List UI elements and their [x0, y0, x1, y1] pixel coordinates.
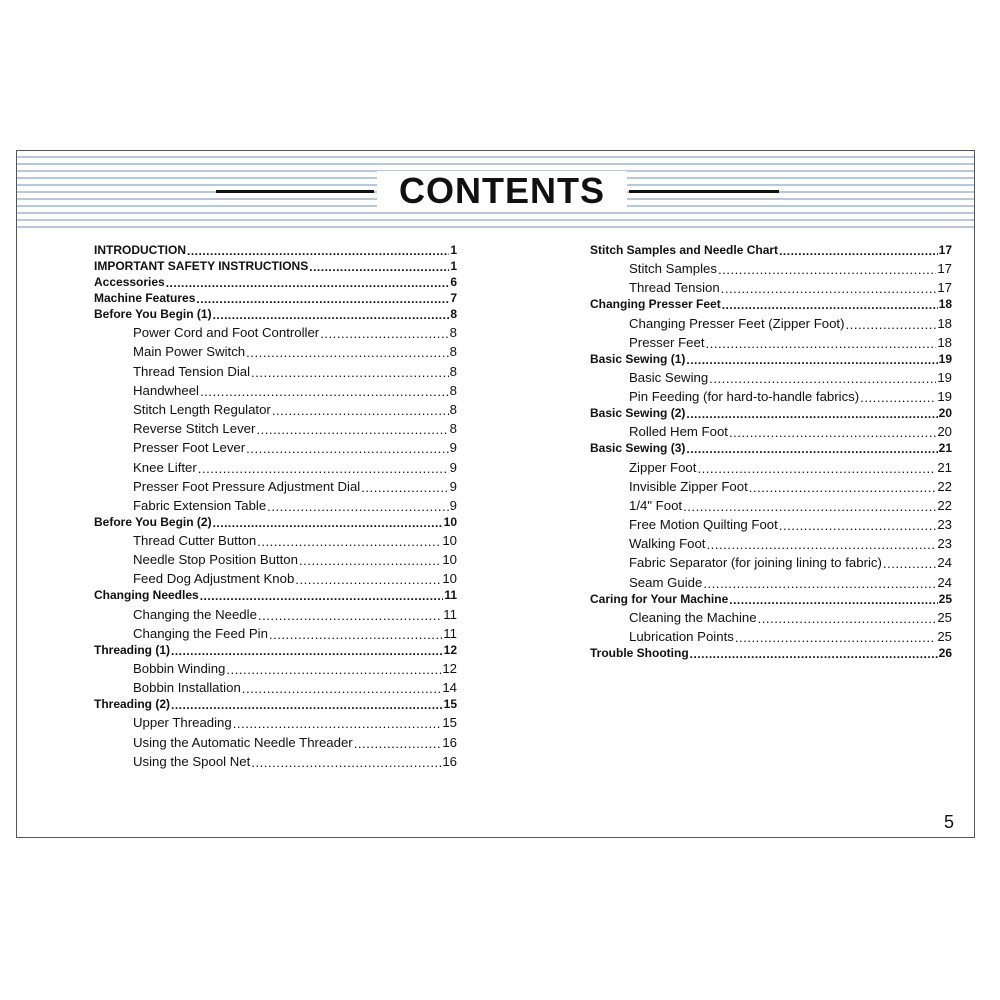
- toc-entry-page: 19: [937, 369, 952, 385]
- toc-dot-leader: [697, 461, 936, 474]
- toc-entry-page: 17: [938, 243, 952, 257]
- toc-entry-label: Thread Tension: [629, 280, 720, 296]
- toc-subentry: [94, 379, 457, 398]
- toc-subentry: [94, 359, 457, 378]
- toc-entry-label: Fabric Separator (for joining lining to fabric): [629, 555, 882, 571]
- toc-entry-page: 9: [449, 459, 457, 475]
- toc-entry-label: IMPORTANT SAFETY INSTRUCTIONS: [94, 259, 309, 273]
- toc-section-entry: [94, 695, 457, 711]
- toc-entry-page: 8: [449, 401, 457, 417]
- toc-entry-label: Stitch Samples: [629, 261, 717, 277]
- toc-entry-page: 10: [443, 514, 457, 529]
- toc-subentry: [590, 311, 952, 330]
- toc-entry-page: 8: [449, 344, 457, 360]
- toc-section-entry: [94, 273, 457, 289]
- toc-dot-leader: [722, 299, 938, 311]
- toc-entry-page: 8: [449, 382, 457, 398]
- toc-entry-label: Changing the Feed Pin: [133, 625, 268, 641]
- toc-entry-page: 12: [442, 661, 457, 676]
- toc-entry-label: 1/4" Foot: [629, 497, 683, 513]
- toc-entry-label: Before You Begin (1): [94, 307, 212, 321]
- toc-subentry: [590, 513, 952, 532]
- toc-subentry: [590, 276, 952, 295]
- toc-section-entry: [590, 241, 952, 257]
- toc-entry-page: 18: [938, 297, 952, 312]
- toc-dot-leader: [251, 756, 441, 769]
- toc-section-entry: [590, 644, 952, 660]
- toc-entry-label: Threading (1): [94, 642, 171, 657]
- toc-entry-page: 25: [937, 609, 952, 625]
- toc-subentry: [94, 455, 457, 474]
- toc-dot-leader: [860, 391, 936, 404]
- toc-entry-page: 26: [938, 646, 952, 660]
- toc-dot-leader: [686, 408, 937, 420]
- toc-subentry: [94, 529, 457, 548]
- toc-entry-label: Rolled Hem Foot: [629, 424, 728, 440]
- toc-entry-page: 9: [449, 478, 457, 494]
- toc-dot-leader: [269, 628, 442, 641]
- toc-subentry: [590, 385, 952, 404]
- toc-entry-label: Changing the Needle: [133, 606, 257, 622]
- toc-subentry: [94, 676, 457, 695]
- toc-dot-leader: [779, 519, 937, 532]
- toc-subentry: [94, 567, 457, 586]
- toc-dot-leader: [883, 557, 936, 570]
- toc-dot-leader: [729, 426, 936, 439]
- toc-entry-page: 18: [937, 315, 952, 331]
- toc-dot-leader: [686, 354, 937, 366]
- toc-dot-leader: [686, 443, 937, 455]
- toc-entry-page: 14: [442, 680, 457, 696]
- toc-entry-label: Upper Threading: [133, 715, 232, 731]
- toc-subentry: [94, 321, 457, 340]
- toc-dot-leader: [171, 645, 443, 657]
- toc-entry-page: 21: [938, 441, 952, 456]
- toc-dot-leader: [690, 648, 938, 660]
- toc-dot-leader: [198, 461, 449, 474]
- toc-entry-label: Invisible Zipper Foot: [629, 478, 748, 494]
- toc-entry-label: Changing Presser Feet: [590, 297, 721, 312]
- toc-subentry: [94, 730, 457, 749]
- toc-entry-label: Presser Foot Lever: [133, 440, 246, 456]
- toc-entry-label: Bobbin Installation: [133, 680, 241, 696]
- toc-entry-page: 19: [937, 389, 952, 405]
- toc-dot-leader: [258, 608, 442, 621]
- toc-subentry: [590, 331, 952, 350]
- toc-dot-leader: [166, 277, 450, 289]
- toc-entry-label: Basic Sewing (3): [590, 441, 686, 456]
- toc-dot-leader: [200, 590, 444, 602]
- toc-subentry: [590, 455, 952, 474]
- toc-subentry: [94, 340, 457, 359]
- toc-dot-leader: [257, 535, 441, 548]
- toc-entry-page: 20: [937, 424, 952, 440]
- toc-entry-page: 22: [937, 478, 952, 494]
- toc-dot-leader: [758, 612, 937, 625]
- toc-entry-page: 11: [443, 606, 457, 622]
- toc-dot-leader: [272, 404, 449, 417]
- toc-entry-page: 15: [443, 697, 457, 712]
- toc-entry-page: 10: [442, 552, 457, 568]
- toc-dot-leader: [196, 293, 449, 305]
- toc-entry-page: 20: [938, 406, 952, 421]
- toc-entry-label: Free Motion Quilting Foot: [629, 517, 778, 533]
- toc-entry-page: 8: [449, 363, 457, 379]
- toc-section-entry: [590, 439, 952, 455]
- toc-dot-leader: [718, 263, 936, 276]
- toc-dot-leader: [735, 631, 936, 644]
- toc-entry-page: 23: [937, 517, 952, 533]
- toc-entry-label: Needle Stop Position Button: [133, 552, 298, 568]
- toc-entry-label: Changing Presser Feet (Zipper Foot): [629, 315, 845, 331]
- toc-subentry: [94, 398, 457, 417]
- toc-subentry: [94, 750, 457, 769]
- toc-entry-page: 8: [449, 421, 457, 437]
- toc-entry-label: Knee Lifter: [133, 459, 197, 475]
- toc-entry-page: 22: [937, 497, 952, 513]
- toc-entry-label: Zipper Foot: [629, 459, 697, 475]
- toc-dot-leader: [171, 699, 443, 711]
- toc-subentry: [590, 625, 952, 644]
- toc-dot-leader: [242, 682, 442, 695]
- toc-subentry: [94, 475, 457, 494]
- toc-section-entry: [94, 241, 457, 257]
- toc-entry-label: Basic Sewing: [629, 369, 709, 385]
- toc-dot-leader: [226, 663, 441, 676]
- toc-dot-leader: [233, 717, 442, 730]
- title-rule-right: [629, 190, 779, 193]
- toc-entry-label: Using the Spool Net: [133, 753, 251, 769]
- toc-entry-page: 17: [937, 261, 952, 277]
- toc-dot-leader: [200, 385, 449, 398]
- toc-entry-page: 25: [937, 629, 952, 644]
- toc-entry-label: Handwheel: [133, 382, 199, 398]
- toc-subentry: [94, 494, 457, 513]
- toc-subentry: [94, 657, 457, 676]
- toc-entry-label: Presser Feet: [629, 334, 705, 350]
- toc-entry-label: Walking Foot: [629, 536, 706, 552]
- toc-entry-label: Thread Tension Dial: [133, 363, 251, 379]
- toc-subentry: [94, 417, 457, 436]
- toc-entry-label: Machine Features: [94, 291, 196, 305]
- toc-subentry: [94, 622, 457, 641]
- toc-entry-label: Thread Cutter Button: [133, 533, 257, 549]
- toc-right-column: [590, 241, 952, 660]
- toc-entry-page: 6: [450, 275, 457, 289]
- toc-entry-page: 9: [449, 497, 457, 513]
- toc-entry-label: Fabric Extension Table: [133, 497, 267, 513]
- toc-entry-label: INTRODUCTION: [94, 243, 186, 257]
- toc-entry-label: Basic Sewing (1): [590, 351, 686, 366]
- toc-entry-label: Using the Automatic Needle Threader: [133, 734, 353, 750]
- toc-entry-label: Main Power Switch: [133, 344, 246, 360]
- toc-entry-page: 16: [442, 753, 457, 769]
- toc-dot-leader: [729, 594, 937, 606]
- toc-dot-leader: [295, 573, 441, 586]
- toc-dot-leader: [721, 282, 937, 295]
- toc-dot-leader: [256, 423, 448, 436]
- toc-section-entry: [590, 404, 952, 420]
- toc-subentry: [94, 436, 457, 455]
- toc-section-entry: [94, 289, 457, 305]
- toc-entry-page: 7: [450, 291, 457, 305]
- toc-dot-leader: [683, 500, 936, 513]
- toc-subentry: [590, 494, 952, 513]
- toc-dot-leader: [309, 261, 449, 273]
- toc-section-entry: [590, 350, 952, 366]
- toc-entry-label: Stitch Samples and Needle Chart: [590, 243, 779, 257]
- toc-dot-leader: [213, 309, 450, 321]
- toc-entry-label: Accessories: [94, 275, 165, 289]
- toc-dot-leader: [246, 346, 449, 359]
- toc-entry-page: 9: [449, 440, 457, 456]
- toc-subentry: [590, 551, 952, 570]
- toc-dot-leader: [779, 245, 938, 257]
- toc-entry-label: Feed Dog Adjustment Knob: [133, 571, 295, 587]
- title-rule-left: [216, 190, 374, 193]
- toc-dot-leader: [246, 442, 449, 455]
- toc-dot-leader: [709, 372, 936, 385]
- toc-entry-page: 15: [442, 715, 457, 731]
- toc-entry-label: Presser Foot Pressure Adjustment Dial: [133, 478, 361, 494]
- toc-dot-leader: [703, 576, 936, 589]
- toc-entry-page: 25: [938, 591, 952, 606]
- toc-subentry: [94, 548, 457, 567]
- toc-dot-leader: [749, 481, 937, 494]
- toc-dot-leader: [213, 517, 443, 529]
- toc-subentry: [590, 475, 952, 494]
- toc-entry-label: Threading (2): [94, 697, 171, 712]
- toc-entry-page: 8: [449, 325, 457, 341]
- toc-dot-leader: [267, 500, 448, 513]
- toc-entry-page: 1: [450, 259, 457, 273]
- toc-left-column: [94, 241, 457, 769]
- toc-entry-page: 24: [937, 555, 952, 571]
- page-number: 5: [943, 812, 954, 832]
- toc-subentry: [590, 570, 952, 589]
- toc-dot-leader: [299, 554, 441, 567]
- toc-entry-label: Pin Feeding (for hard-to-handle fabrics): [629, 389, 860, 405]
- toc-entry-page: 1: [450, 243, 457, 257]
- toc-dot-leader: [706, 538, 936, 551]
- page-title: CONTENTS: [377, 171, 627, 211]
- toc-dot-leader: [251, 365, 449, 378]
- toc-section-entry: [94, 305, 457, 321]
- toc-section-entry: [94, 641, 457, 657]
- toc-entry-label: Seam Guide: [629, 574, 703, 590]
- toc-dot-leader: [354, 736, 442, 749]
- toc-entry-label: Reverse Stitch Lever: [133, 421, 256, 437]
- toc-dot-leader: [187, 245, 449, 257]
- toc-entry-label: Caring for Your Machine: [590, 591, 729, 606]
- toc-entry-page: 19: [938, 351, 952, 366]
- toc-entry-page: 11: [443, 625, 457, 641]
- toc-entry-page: 21: [937, 459, 952, 475]
- toc-subentry: [94, 602, 457, 621]
- toc-entry-page: 23: [937, 536, 952, 552]
- toc-entry-label: Lubrication Points: [629, 629, 734, 644]
- toc-subentry: [590, 257, 952, 276]
- toc-dot-leader: [320, 327, 448, 340]
- toc-dot-leader: [361, 481, 448, 494]
- toc-subentry: [590, 532, 952, 551]
- toc-entry-label: Cleaning the Machine: [629, 609, 757, 625]
- toc-entry-page: 17: [937, 280, 952, 296]
- page-frame: [16, 150, 975, 838]
- toc-subentry: [590, 366, 952, 385]
- toc-entry-label: Power Cord and Foot Controller: [133, 325, 320, 341]
- toc-entry-page: 24: [937, 574, 952, 590]
- toc-dot-leader: [846, 317, 937, 330]
- toc-section-entry: [590, 590, 952, 606]
- toc-section-entry: [590, 295, 952, 311]
- title-area: [17, 171, 974, 211]
- toc-entry-label: Changing Needles: [94, 588, 199, 603]
- toc-entry-page: 8: [450, 307, 457, 321]
- toc-entry-page: 12: [443, 642, 457, 657]
- toc-entry-label: Bobbin Winding: [133, 661, 226, 676]
- toc-dot-leader: [706, 337, 937, 350]
- toc-section-entry: [94, 257, 457, 273]
- toc-entry-label: Trouble Shooting: [590, 646, 689, 660]
- toc-entry-page: 18: [937, 334, 952, 350]
- toc-subentry: [94, 711, 457, 730]
- toc-section-entry: [94, 513, 457, 529]
- toc-subentry: [590, 420, 952, 439]
- toc-entry-page: 10: [442, 571, 457, 587]
- toc-entry-label: Stitch Length Regulator: [133, 401, 271, 417]
- toc-entry-label: Before You Begin (2): [94, 514, 212, 529]
- toc-subentry: [590, 606, 952, 625]
- toc-entry-page: 16: [442, 734, 457, 750]
- toc-section-entry: [94, 586, 457, 602]
- toc-entry-page: 11: [444, 588, 457, 603]
- toc-entry-page: 10: [442, 533, 457, 549]
- toc-entry-label: Basic Sewing (2): [590, 406, 686, 421]
